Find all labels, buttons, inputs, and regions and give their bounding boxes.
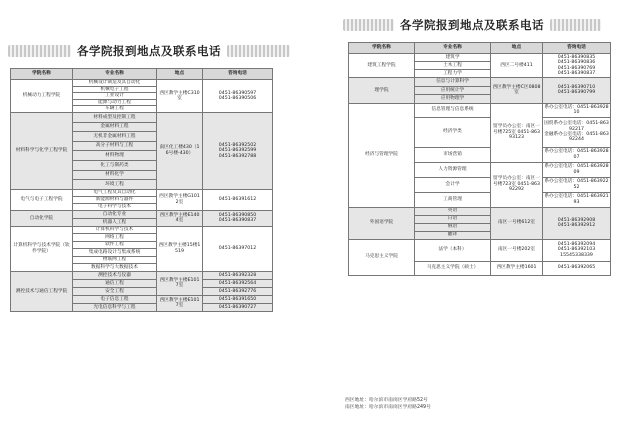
phone: 系办公室电话：0451-86392807 xyxy=(543,147,611,162)
table-row xyxy=(11,189,273,196)
right-title-bar xyxy=(343,14,601,36)
header-location: 地点 xyxy=(491,43,543,54)
major-name: 材料化学 xyxy=(73,170,157,180)
college-name: 经济与管理学院 xyxy=(349,103,415,207)
major-name: 机械电子工程 xyxy=(73,86,157,93)
phone: 0451-86392502 0451-86392599 0451-86392788 xyxy=(203,112,273,189)
college-name: 理学院 xyxy=(349,78,415,104)
college-name: 建筑工程学院 xyxy=(349,54,415,78)
phone: 0451-86392776 xyxy=(203,287,273,295)
phone: 系办公室电话：0451-86392809 xyxy=(543,162,611,177)
college-name: 材料科学与化学工程学院 xyxy=(11,112,73,189)
table-row xyxy=(349,207,611,215)
table-row xyxy=(11,210,273,218)
title-decoration xyxy=(550,19,601,31)
table-header-row xyxy=(349,43,611,54)
major-name: 马克思主义学院（硕士） xyxy=(415,261,491,275)
phone: 国贸系办公室电话：0451-86392217 金融系办公室电话：0451-86392244 xyxy=(543,117,611,147)
phone: 0451-86390710 0451-86390799 xyxy=(543,78,611,104)
major-name: 化工与制药类 xyxy=(73,160,157,170)
major-name: 高分子材料与工程 xyxy=(73,141,157,151)
phone: 0451-86390597 0451-86390506 xyxy=(203,80,273,113)
major-name: 自动化专业 xyxy=(73,210,157,218)
phone: 0451-86390727 xyxy=(203,303,273,311)
major-name: 材料成型及控制工程 xyxy=(73,112,157,122)
major-name: 工程力学 xyxy=(415,70,491,78)
major-name: 数据科学与大数据技术 xyxy=(73,264,157,272)
major-name: 集成电路设计与集成系统 xyxy=(73,249,157,257)
header-college: 学院名称 xyxy=(349,43,415,54)
major-name: 应用统计学 xyxy=(415,86,491,95)
header-major: 专业名称 xyxy=(73,69,157,80)
table-row xyxy=(349,103,611,117)
college-name: 计算机科学与技术学院（软件学院） xyxy=(11,226,73,271)
major-name: 测控技术与仪器 xyxy=(73,271,157,279)
location: 留学员办公室：南区一号楼723室 0451-86392292 xyxy=(491,162,543,207)
college-name: 机械动力工程学院 xyxy=(11,80,73,113)
location: 西区教学主楼E1017室 xyxy=(157,295,203,311)
table-header-row xyxy=(11,69,273,80)
major-name: 软件工程 xyxy=(73,241,157,249)
table-row xyxy=(11,271,273,279)
major-name: 计算机科学与技术 xyxy=(73,226,157,234)
right-table xyxy=(348,42,611,276)
major-name: 物联网工程 xyxy=(73,256,157,264)
phone: 0451-86391612 xyxy=(203,189,273,210)
table-row xyxy=(349,78,611,87)
major-name: 建筑学 xyxy=(415,54,491,62)
major-name: 日语 xyxy=(415,215,491,223)
left-table xyxy=(10,68,273,312)
major-name: 材料物理 xyxy=(73,151,157,161)
major-name: 工业设计 xyxy=(73,93,157,100)
major-name: 会计学 xyxy=(415,177,491,192)
address-west: 西区地址：哈尔滨市南岗区学府路52号 xyxy=(345,398,428,403)
major-name: 土木工程 xyxy=(415,62,491,70)
location: 留学员办公室：南区一号楼725室 0451-86393123 xyxy=(491,103,543,162)
major-name: 翻译 xyxy=(415,231,491,239)
major-name: 车辆工程 xyxy=(73,106,157,113)
table-row xyxy=(11,112,273,122)
major-name: 网络工程 xyxy=(73,234,157,242)
location: 南区一号楼612室 xyxy=(491,207,543,239)
address-notes xyxy=(345,398,431,411)
location: 西区教学主楼C310室 xyxy=(157,80,203,113)
right-page xyxy=(315,0,629,425)
title-decoration xyxy=(227,45,290,57)
major-name: 人力资源管理 xyxy=(415,162,491,177)
phone: 系办公室电话：0451-86392252 xyxy=(543,177,611,192)
college-name: 马克思主义学院 xyxy=(349,239,415,275)
major-name: 电子科学与技术 xyxy=(73,203,157,210)
left-title-bar xyxy=(8,40,290,62)
phone: 0451-86392328 xyxy=(203,271,273,279)
phone: 0451-86397012 xyxy=(203,226,273,271)
location: 西区教学主楼1601 xyxy=(491,261,543,275)
left-page-title: 各学院报到地点及联系电话 xyxy=(77,44,221,58)
header-college: 学院名称 xyxy=(11,69,73,80)
phone: 0451-86391650 xyxy=(203,295,273,303)
location: 西区二号楼411 xyxy=(491,54,543,78)
location: 西区教学主楼E1017室 xyxy=(157,271,203,295)
major-name: 金属材料工程 xyxy=(73,122,157,132)
header-phone: 咨询电话 xyxy=(203,69,273,80)
major-name: 环境工程 xyxy=(73,180,157,190)
location: 西区教学主楼E1404室 xyxy=(157,210,203,226)
header-phone: 咨询电话 xyxy=(543,43,611,54)
major-name: 电子信息工程 xyxy=(73,295,157,303)
major-name: 光电信息科学与工程 xyxy=(73,303,157,311)
college-name: 测控技术与通信工程学院 xyxy=(11,271,73,311)
phone: 0451-86390850 0451-86390837 xyxy=(203,210,273,226)
major-name: 俄语 xyxy=(415,223,491,231)
major-name: 新能源材料与器件 xyxy=(73,196,157,203)
major-name: 安全工程 xyxy=(73,287,157,295)
major-name: 应用物理学 xyxy=(415,95,491,104)
major-name: 英语 xyxy=(415,207,491,215)
title-decoration xyxy=(8,45,71,57)
college-name: 自动化学院 xyxy=(11,210,73,226)
major-name: 法学（本科） xyxy=(415,239,491,261)
major-name: 机器人工程 xyxy=(73,218,157,226)
major-name: 无机非金属材料工程 xyxy=(73,132,157,142)
location: 西区教学主楼C区0808室 xyxy=(491,78,543,104)
major-name: 市场营销 xyxy=(415,147,491,162)
location: 西区教学主楼G1012室 xyxy=(157,189,203,210)
location: 南区一号楼202室 xyxy=(491,239,543,261)
major-name: 机械设计制造及其自动化 xyxy=(73,80,157,87)
major-name: 信息管理与信息系统 xyxy=(415,103,491,117)
header-major: 专业名称 xyxy=(415,43,491,54)
phone: 系办公室电话：0451-86392810 xyxy=(544,104,609,115)
phone: 0451-86392065 xyxy=(543,261,611,275)
title-decoration xyxy=(343,19,394,31)
phone: 0451-86392908 0451-86392912 xyxy=(543,207,611,239)
phone: 0451-86390835 0451-86390836 0451-86390769 0451-86390837 xyxy=(543,54,611,78)
table-row xyxy=(11,80,273,87)
table-row xyxy=(11,226,273,234)
location: 西区教学主楼15楼1519 xyxy=(157,226,203,271)
header-location: 地点 xyxy=(157,69,203,80)
major-name: 经济学类 xyxy=(415,117,491,147)
major-name: 能源与动力工程 xyxy=(73,99,157,106)
phone: 系办公室电话：0451-86392193 xyxy=(543,192,611,207)
location: 南区化工楼430（16号楼-430） xyxy=(157,112,203,189)
college-name: 电气与电子工程学院 xyxy=(11,189,73,210)
table-row xyxy=(349,239,611,261)
major-name: 工商管理 xyxy=(415,192,491,207)
major-name: 信息与计算科学 xyxy=(415,78,491,87)
major-name: 电气工程及其自动化 xyxy=(73,189,157,196)
phone: 0451-86392564 xyxy=(203,279,273,287)
major-name: 通信工程 xyxy=(73,279,157,287)
phone: 0451-86392094 0451-86392103 15545338339 xyxy=(543,239,611,261)
college-name: 外国语学院 xyxy=(349,207,415,239)
table-row xyxy=(349,54,611,62)
address-south: 南区地址：哈尔滨市南岗区学府路249号 xyxy=(345,404,431,410)
right-page-title: 各学院报到地点及联系电话 xyxy=(400,18,544,32)
